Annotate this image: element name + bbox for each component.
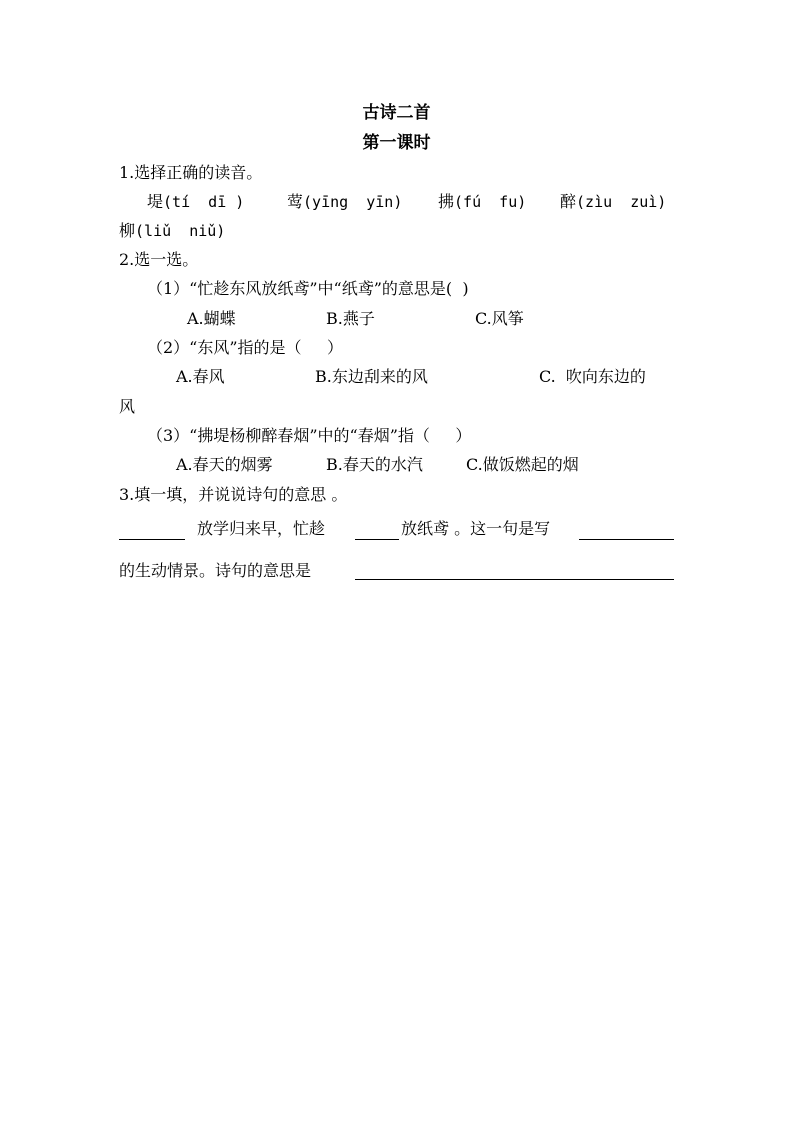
q3-line1-text-a: 放学归来早，忙趁 xyxy=(197,519,326,538)
q1-char: 柳 xyxy=(119,221,136,240)
q2-sub2-option-c-wrap: 风 xyxy=(119,397,136,416)
q2-sub3-option-a: A.春天的烟雾 xyxy=(176,455,273,474)
q2-sub2-option-a: A.春风 xyxy=(176,367,225,386)
q1-pinyin: (liǔ niǔ) xyxy=(135,222,226,240)
fill-blank-4[interactable] xyxy=(355,579,674,580)
q2-sub2-question: （2）“东风”指的是（ ） xyxy=(147,338,343,357)
q1-item xyxy=(560,192,666,212)
q1-char: 莺 xyxy=(287,192,304,211)
q1-item xyxy=(147,192,244,212)
q1-item xyxy=(119,221,225,241)
q2-sub3-question: （3）“拂堤杨柳醉春烟”中的“春烟”指（ ） xyxy=(147,426,472,445)
q2-sub3-option-c: C.做饭燃起的烟 xyxy=(466,455,579,474)
q1-item xyxy=(438,192,526,212)
q1-pinyin: (tí dī ) xyxy=(163,193,245,211)
q2-sub3-option-b: B.春天的水汽 xyxy=(326,455,423,474)
q1-char: 醉 xyxy=(560,192,577,211)
q1-pinyin: (zìu zuì) xyxy=(576,193,667,211)
q2-heading: 2.选一选。 xyxy=(119,250,199,269)
q2-sub1-question: （1）“忙趁东风放纸鸢”中“纸鸢”的意思是( ) xyxy=(147,279,469,298)
q1-heading: 1.选择正确的读音。 xyxy=(119,163,263,182)
fill-blank-2[interactable] xyxy=(355,539,399,540)
q1-item xyxy=(287,192,402,212)
q1-pinyin: (yīng yīn) xyxy=(303,193,403,211)
page-subtitle: 第一课时 xyxy=(362,133,431,153)
q2-sub1-option-a: A.蝴蝶 xyxy=(187,309,236,328)
q2-sub2-option-b: B.东边刮来的风 xyxy=(315,367,428,386)
q1-char: 拂 xyxy=(438,192,455,211)
fill-blank-3[interactable] xyxy=(579,539,674,540)
q2-sub1-option-b: B.燕子 xyxy=(326,309,375,328)
q3-heading: 3.填一填，并说说诗句的意思 。 xyxy=(119,485,348,504)
page-title: 古诗二首 xyxy=(362,103,431,123)
q1-pinyin: (fú fu) xyxy=(454,193,527,211)
q3-line1-text-b: 放纸鸢 。这一句是写 xyxy=(401,519,551,538)
q3-line2-text: 的生动情景。诗句的意思是 xyxy=(119,561,312,580)
q1-char: 堤 xyxy=(147,192,164,211)
q2-sub2-option-c: C. 吹向东边的 xyxy=(539,367,646,386)
q2-sub1-option-c: C.风筝 xyxy=(475,309,524,328)
fill-blank-1[interactable] xyxy=(119,539,185,540)
